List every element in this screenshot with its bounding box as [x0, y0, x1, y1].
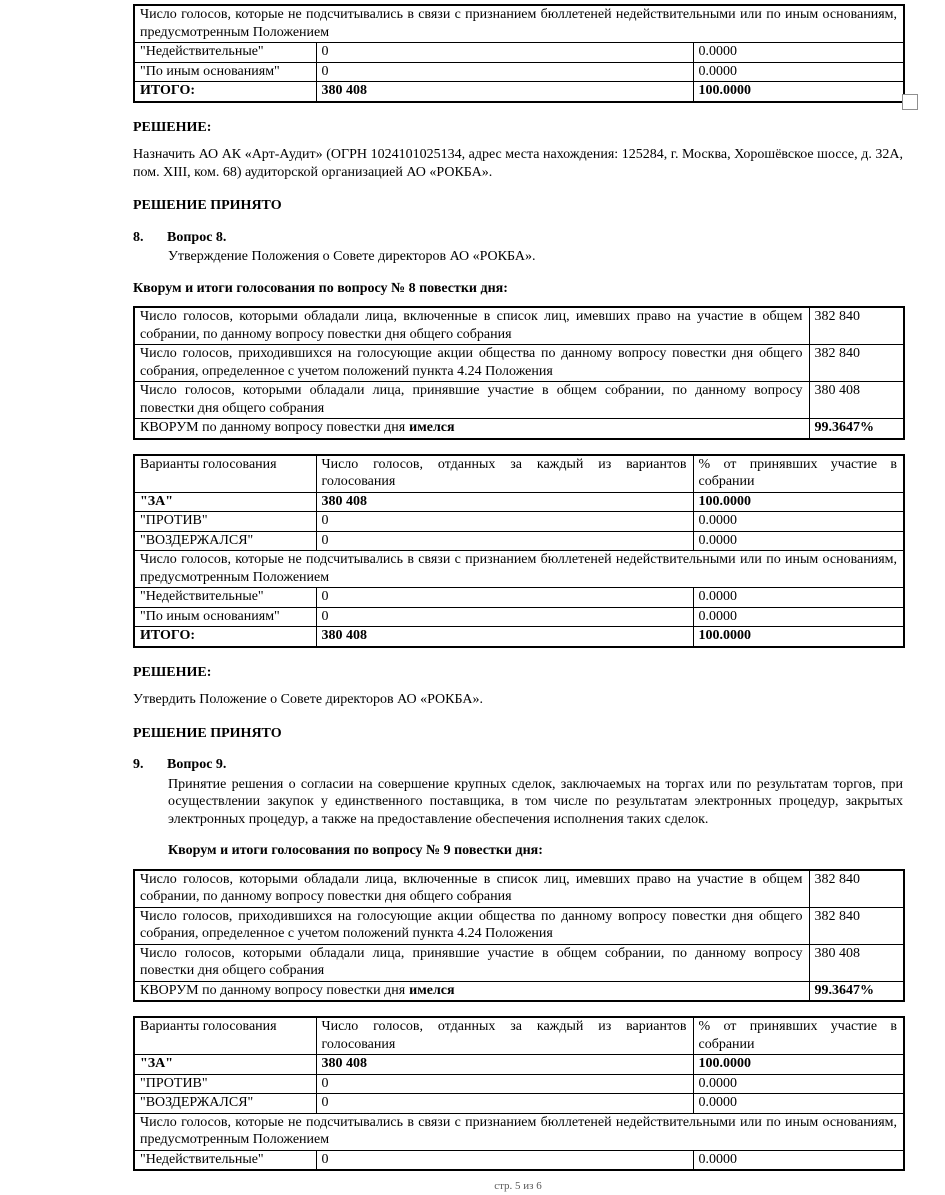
votes-value: 0 [316, 62, 693, 82]
variant-label: "Недействительные" [134, 1150, 316, 1170]
quorum-row-value: 382 840 [809, 345, 904, 382]
votes-value: 0 [316, 43, 693, 63]
variant-label: "ПРОТИВ" [134, 1074, 316, 1094]
decision-accepted: РЕШЕНИЕ ПРИНЯТО [133, 198, 282, 213]
variant-label: "ЗА" [134, 492, 316, 512]
table-row [134, 43, 904, 63]
votes-value: 380 408 [316, 1055, 693, 1075]
decision-heading: РЕШЕНИЕ: [133, 664, 212, 680]
percent-value: 100.0000 [693, 492, 904, 512]
percent-value: 0.0000 [693, 1150, 904, 1170]
variant-label: "ПРОТИВ" [134, 512, 316, 532]
variant-label: "По иным основаниям" [134, 62, 316, 82]
q9-quorum-table [133, 869, 905, 1003]
variant-label: "Недействительные" [134, 43, 316, 63]
column-header: Варианты голосования [134, 1017, 316, 1055]
question-8-heading [133, 229, 903, 247]
kvorum-label-text: КВОРУМ по данному вопросу повестки дня [140, 420, 406, 435]
kvorum-label [134, 981, 809, 1001]
quorum-row-value: 382 840 [809, 870, 904, 908]
question-number: 8. [133, 229, 144, 245]
kvorum-label-text: КВОРУМ по данному вопросу повестки дня [140, 982, 406, 998]
table-row [134, 588, 904, 608]
table-row [134, 1074, 904, 1094]
q8-quorum-table [133, 306, 905, 440]
quorum-row-label: Число голосов, которыми обладали лица, принявшие участие в общем собрании, по данному вопросу повестки дня общего собрания [134, 382, 809, 419]
kvorum-value: 99.3647% [809, 419, 904, 439]
table-row [134, 551, 904, 588]
table-row [134, 531, 904, 551]
not-counted-note: Число голосов, которые не подсчитывались в связи с признанием бюллетеней недействительными или по иным основаниям, предусмотренным Положением [134, 1113, 904, 1150]
quorum-row-label: Число голосов, которыми обладали лица, принявшие участие в общем собрании, по данному вопросу повестки дня общего собрания [134, 944, 809, 981]
table-row [134, 907, 904, 944]
q9-votes-table [133, 1016, 905, 1171]
question-title: Вопрос 9. [167, 757, 227, 772]
kvorum-status: имелся [409, 982, 455, 998]
column-header: Число голосов, отданных за каждый из вариантов голосования [316, 1017, 693, 1055]
table-row [134, 307, 904, 345]
table-row [134, 870, 904, 908]
votes-value: 380 408 [316, 492, 693, 512]
table-row [134, 1094, 904, 1114]
percent-value: 0.0000 [693, 1074, 904, 1094]
table-row [134, 492, 904, 512]
table-row [134, 345, 904, 382]
question-title: Вопрос 8. [167, 229, 227, 245]
page-content [133, 0, 903, 1171]
q8-quorum-heading: Кворум и итоги голосования по вопросу № 8 повестки дня: [133, 280, 508, 296]
table-row [134, 1113, 904, 1150]
percent-value: 0.0000 [693, 512, 904, 532]
table-row [134, 1150, 904, 1170]
kvorum-label [134, 419, 809, 439]
variant-label: "Недействительные" [134, 588, 316, 608]
votes-value: 0 [316, 1094, 693, 1114]
variant-label: "ЗА" [134, 1055, 316, 1075]
quorum-row-value: 382 840 [809, 307, 904, 345]
percent-value: 0.0000 [693, 607, 904, 627]
column-header: Число голосов, отданных за каждый из вариантов голосования [316, 455, 693, 493]
quorum-row-label: Число голосов, которыми обладали лица, включенные в список лиц, имевших право на участие в общем собрании, по данному вопросу повестки дня общего собрания [134, 307, 809, 345]
question-9-subject: Принятие решения о согласии на совершение крупных сделок, заключаемых на торгах или по результатам торгов, при осуществлении закупок у единственного поставщика, в том числе по результатам электронных процедур, закрытых электронных процедур, а также на предоставление обеспечения исполнения таких сделок. [168, 776, 903, 827]
percent-value: 0.0000 [693, 531, 904, 551]
total-row [134, 627, 904, 647]
quorum-row-value: 380 408 [809, 382, 904, 419]
question-8-subject: Утверждение Положения о Совете директоров АО «РОКБА». [168, 249, 536, 264]
q7-votes-table-continuation [133, 4, 905, 103]
total-votes: 380 408 [316, 627, 693, 647]
form-checkbox[interactable] [902, 94, 918, 110]
votes-value: 0 [316, 588, 693, 608]
percent-value: 0.0000 [693, 1094, 904, 1114]
decision-text: Назначить АО АК «Арт-Аудит» (ОГРН 1024101025134, адрес места нахождения: 125284, г. Москва, Хорошёвское шоссе, д. 32А, пом. XIII, ком. 68) аудиторской организацией АО «РОКБА». [133, 147, 903, 180]
question-9-heading [133, 756, 903, 774]
header-row [134, 455, 904, 493]
total-label: ИТОГО: [134, 82, 316, 102]
quorum-row-label: Число голосов, приходившихся на голосующие акции общества по данному вопросу повестки дня общего собрания, определенное с учетом положений пункта 4.24 Положения [134, 907, 809, 944]
table-row [134, 944, 904, 981]
total-percent: 100.0000 [693, 627, 904, 647]
percent-value: 0.0000 [693, 588, 904, 608]
column-header: % от принявших участие в собрании [693, 1017, 904, 1055]
kvorum-value: 99.3647% [809, 981, 904, 1001]
table-row [134, 512, 904, 532]
quorum-row-label: Число голосов, которыми обладали лица, включенные в список лиц, имевших право на участие в общем собрании, по данному вопросу повестки дня общего собрания [134, 870, 809, 908]
quorum-row-value: 380 408 [809, 944, 904, 981]
total-label: ИТОГО: [134, 627, 316, 647]
decision-accepted: РЕШЕНИЕ ПРИНЯТО [133, 725, 282, 741]
table-row [134, 5, 904, 43]
kvorum-row [134, 419, 904, 439]
votes-value: 0 [316, 531, 693, 551]
variant-label: "По иным основаниям" [134, 607, 316, 627]
votes-value: 0 [316, 1150, 693, 1170]
table-row [134, 62, 904, 82]
question-number: 9. [133, 757, 144, 772]
quorum-row-label: Число голосов, приходившихся на голосующие акции общества по данному вопросу повестки дня общего собрания, определенное с учетом положений пункта 4.24 Положения [134, 345, 809, 382]
table-row [134, 607, 904, 627]
votes-value: 0 [316, 607, 693, 627]
table-row [134, 382, 904, 419]
not-counted-note: Число голосов, которые не подсчитывались в связи с признанием бюллетеней недействительными или по иным основаниям, предусмотренным Положением [134, 5, 904, 43]
total-percent: 100.0000 [693, 82, 904, 102]
column-header: % от принявших участие в собрании [693, 455, 904, 493]
kvorum-row [134, 981, 904, 1001]
percent-value: 100.0000 [693, 1055, 904, 1075]
page-number: стр. 5 из 6 [494, 1180, 542, 1192]
quorum-row-value: 382 840 [809, 907, 904, 944]
not-counted-note: Число голосов, которые не подсчитывались в связи с признанием бюллетеней недействительными или по иным основаниям, предусмотренным Положением [134, 551, 904, 588]
votes-value: 0 [316, 1074, 693, 1094]
percent-value: 0.0000 [693, 43, 904, 63]
q9-quorum-heading: Кворум и итоги голосования по вопросу № 9 повестки дня: [168, 843, 543, 858]
column-header: Варианты голосования [134, 455, 316, 493]
q8-votes-table [133, 454, 905, 648]
kvorum-status: имелся [409, 420, 455, 435]
table-row [134, 1055, 904, 1075]
decision-heading: РЕШЕНИЕ: [133, 119, 212, 135]
decision-text: Утвердить Положение о Совете директоров АО «РОКБА». [133, 692, 483, 707]
percent-value: 0.0000 [693, 62, 904, 82]
header-row [134, 1017, 904, 1055]
total-votes: 380 408 [316, 82, 693, 102]
variant-label: "ВОЗДЕРЖАЛСЯ" [134, 1094, 316, 1114]
variant-label: "ВОЗДЕРЖАЛСЯ" [134, 531, 316, 551]
total-row [134, 82, 904, 102]
votes-value: 0 [316, 512, 693, 532]
